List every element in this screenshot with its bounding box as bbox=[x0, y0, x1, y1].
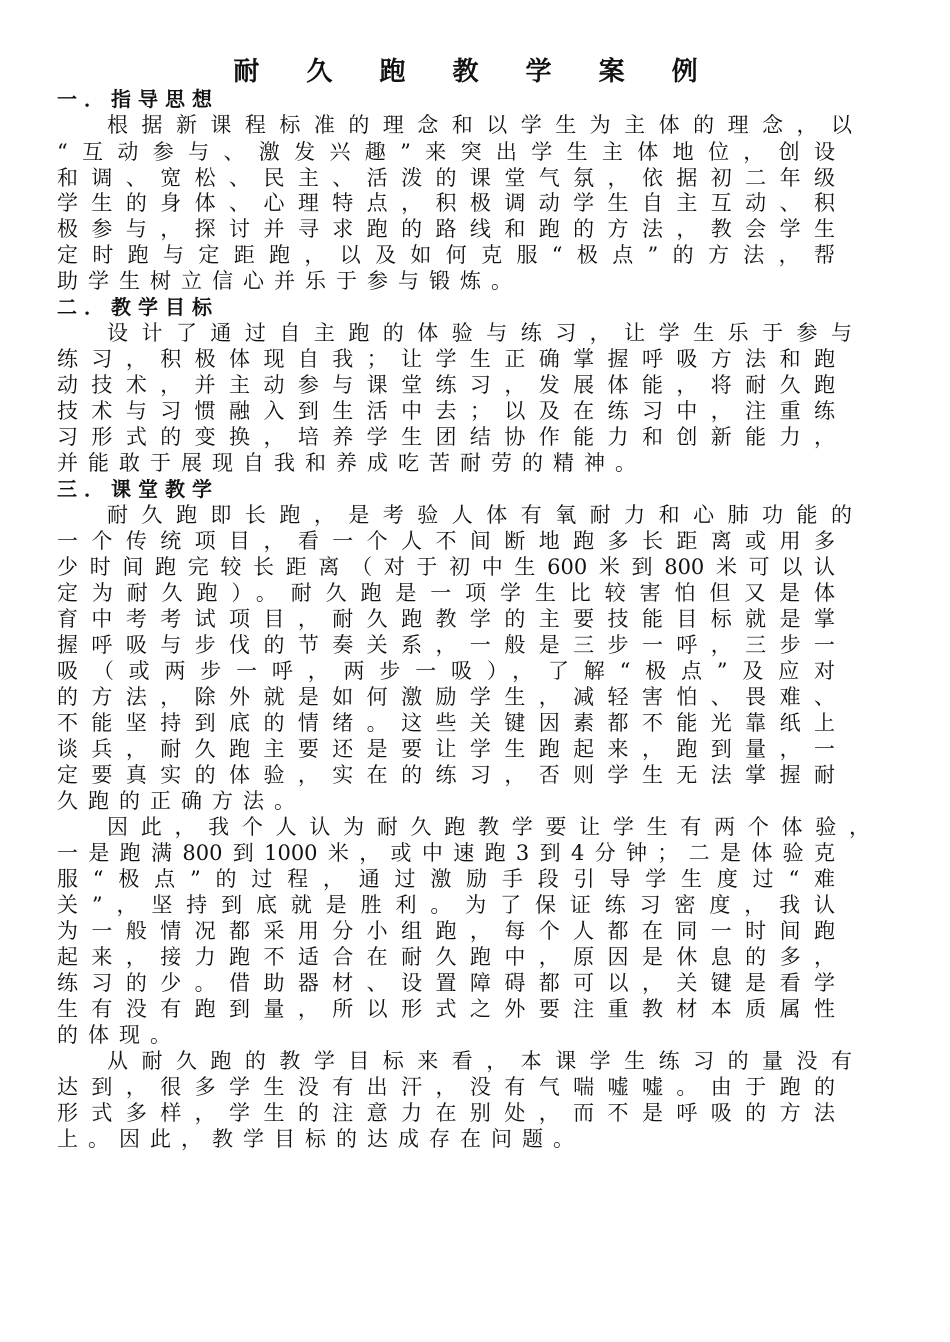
paragraph-line: 育中考考试项目，耐久跑教学的主要技能目标就是掌 bbox=[57, 607, 835, 631]
paragraph-line: 并能敢于展现自我和养成吃苦耐劳的精神。 bbox=[57, 451, 646, 475]
paragraph-line: 一个传统项目，看一个人不间断地跑多长距离或用多 bbox=[57, 529, 835, 553]
paragraph-line: 习形式的变换，培养学生团结协作能力和创新能力， bbox=[57, 425, 835, 449]
paragraph-line: 助学生树立信心并乐于参与锻炼。 bbox=[57, 269, 522, 293]
paragraph-line: 少时间跑完较长距离（对于初中生600米到800米可以认 bbox=[57, 555, 835, 579]
paragraph-line: 因此，我个人认为耐久跑教学要让学生有两个体验， bbox=[107, 815, 870, 839]
paragraph-line: 的方法，除外就是如何激励学生，减轻害怕、畏难、 bbox=[57, 685, 835, 709]
paragraph-line: 定要真实的体验，实在的练习，否则学生无法掌握耐 bbox=[57, 763, 835, 787]
paragraph-line: 根据新课程标准的理念和以学生为主体的理念，以 bbox=[107, 113, 852, 137]
paragraph-line: 为一般情况都采用分小组跑，每个人都在同一时间跑 bbox=[57, 919, 835, 943]
paragraph-line: 动技术，并主动参与课堂练习，发展体能，将耐久跑 bbox=[57, 373, 835, 397]
paragraph-line: 设计了通过自主跑的体验与练习，让学生乐于参与 bbox=[107, 321, 852, 345]
paragraph-line: 握呼吸与步伐的节奏关系，一般是三步一呼，三步一 bbox=[57, 633, 835, 657]
paragraph-line: 起来，接力跑不适合在耐久跑中，原因是休息的多， bbox=[57, 945, 835, 969]
paragraph-line: 从耐久跑的教学目标来看，本课学生练习的量没有 bbox=[107, 1049, 852, 1073]
paragraph-line: 练习，积极体现自我；让学生正确掌握呼吸方法和跑 bbox=[57, 347, 835, 371]
paragraph-line: 极参与，探讨并寻求跑的路线和跑的方法，教会学生 bbox=[57, 217, 835, 241]
paragraph-line: 学生的身体、心理特点，积极调动学生自主互动、积 bbox=[57, 191, 835, 215]
paragraph-line: 久跑的正确方法。 bbox=[57, 789, 305, 813]
paragraph-line: 定为耐久跑）。耐久跑是一项学生比较害怕但又是体 bbox=[57, 581, 835, 605]
paragraph-line: 定时跑与定距跑，以及如何克服“极点”的方法，帮 bbox=[57, 243, 835, 267]
paragraph-line: “互动参与、激发兴趣”来突出学生主体地位，创设 bbox=[57, 140, 835, 164]
paragraph-line: 技术与习惯融入到生活中去；以及在练习中，注重练 bbox=[57, 399, 835, 423]
section-heading-teaching-goals: 二．教学目标 bbox=[57, 295, 219, 319]
document-title: 耐 久 跑 教 学 案 例 bbox=[233, 57, 717, 87]
paragraph-line: 上。因此，教学目标的达成存在问题。 bbox=[57, 1127, 584, 1151]
paragraph-line: 和调、宽松、民主、活泼的课堂气氛，依据初二年级 bbox=[57, 166, 835, 190]
paragraph-line: 练习的少。借助器材、设置障碍都可以，关键是看学 bbox=[57, 971, 835, 995]
paragraph-line: 关”，坚持到底就是胜利。为了保证练习密度，我认 bbox=[57, 893, 835, 917]
paragraph-line: 谈兵，耐久跑主要还是要让学生跑起来，跑到量，一 bbox=[57, 737, 835, 761]
paragraph-line: 达到，很多学生没有出汗，没有气喘嘘嘘。由于跑的 bbox=[57, 1075, 835, 1099]
paragraph-line: 生有没有跑到量，所以形式之外要注重教材本质属性 bbox=[57, 997, 835, 1021]
section-heading-classroom-teaching: 三．课堂教学 bbox=[57, 477, 219, 501]
paragraph-line: 不能坚持到底的情绪。这些关键因素都不能光靠纸上 bbox=[57, 711, 835, 735]
paragraph-line: 一是跑满800到1000米，或中速跑3到4分钟；二是体验克 bbox=[57, 841, 835, 865]
paragraph-line: 形式多样，学生的注意力在别处，而不是呼吸的方法 bbox=[57, 1101, 835, 1125]
section-heading-guiding-ideology: 一．指导思想 bbox=[57, 87, 219, 111]
paragraph-line: 的体现。 bbox=[57, 1023, 181, 1047]
paragraph-line: 吸（或两步一呼，两步一吸），了解“极点”及应对 bbox=[57, 659, 835, 683]
paragraph-line: 服“极点”的过程，通过激励手段引导学生度过“难 bbox=[57, 867, 835, 891]
paragraph-line: 耐久跑即长跑，是考验人体有氧耐力和心肺功能的 bbox=[107, 503, 852, 527]
